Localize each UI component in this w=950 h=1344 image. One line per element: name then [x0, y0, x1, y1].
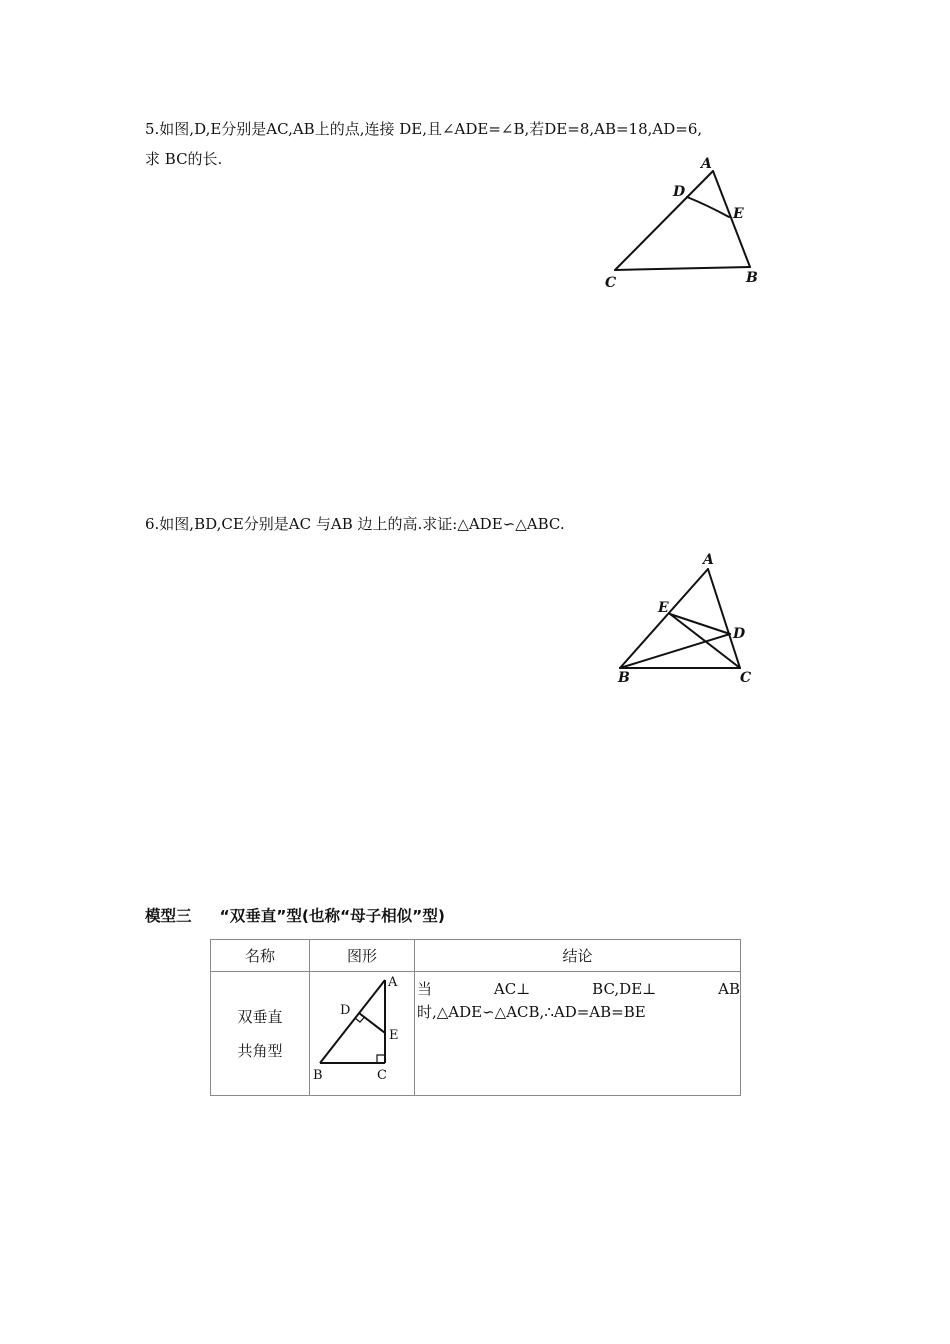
label-c: C: [740, 670, 752, 686]
model-conclusion-cell: [415, 972, 741, 1096]
header-name: 名称: [211, 940, 310, 972]
conclusion-part-2: AC⊥: [493, 980, 531, 998]
table-row: [211, 972, 741, 1096]
altitude-ce: [670, 614, 740, 668]
label-a: A: [703, 552, 714, 568]
model-title-text: “双垂直”型(也称“母子相似”型): [219, 907, 445, 925]
label-e: E: [658, 600, 669, 616]
label-d: D: [673, 184, 686, 200]
label-b: B: [746, 270, 758, 286]
segment-ba: [320, 980, 385, 1063]
label-e: E: [733, 206, 744, 222]
label-a: A: [701, 156, 712, 172]
segment-de: [687, 197, 729, 217]
label-c: C: [377, 1068, 387, 1083]
conclusion-part-1: 当: [417, 980, 433, 998]
conclusion-part-3: BC,DE⊥: [592, 980, 657, 998]
model-table: [210, 939, 741, 1096]
table-header-row: [211, 940, 741, 972]
double-perpendicular-figure: [310, 972, 414, 1091]
altitude-bd: [620, 634, 730, 668]
label-a: A: [388, 975, 398, 990]
segment-de: [359, 1013, 385, 1033]
segment-ca: [615, 171, 713, 270]
model-title-prefix: 模型三: [145, 907, 192, 925]
header-figure: 图形: [310, 940, 415, 972]
conclusion-line1: [417, 978, 740, 1001]
label-b: B: [618, 670, 630, 686]
model-name-cell: [211, 972, 310, 1096]
triangle-abc-altitudes-figure: [610, 546, 770, 686]
segment-ab: [713, 171, 750, 267]
segment-cb: [615, 267, 750, 270]
header-conclusion: 结论: [415, 940, 741, 972]
model-name-line1: 双垂直: [237, 1007, 283, 1026]
conclusion-line2: 时,△ADE∽△ACB,∴AD=AB=BE: [417, 1003, 646, 1021]
problem-6: [145, 509, 805, 539]
label-c: C: [605, 275, 617, 291]
segment-ab: [620, 569, 708, 668]
label-d: D: [340, 1003, 351, 1018]
model-figure-cell: [310, 972, 415, 1096]
right-angle-mark-c: [377, 1055, 385, 1063]
problem-6-line1: 6.如图,BD,CE分别是AC 与AB 边上的高.求证:△ADE∽△ABC.: [145, 515, 565, 533]
label-d: D: [733, 626, 746, 642]
label-e: E: [389, 1028, 399, 1043]
triangle-ade-figure: [595, 150, 775, 295]
model-name-line2: 共角型: [237, 1041, 283, 1060]
conclusion-part-4: AB: [718, 980, 740, 998]
problem-5-line1: 5.如图,D,E分别是AC,AB上的点,连接 DE,且∠ADE=∠B,若DE=8,AB=18,AD=6,: [145, 120, 703, 138]
segment-ed: [670, 614, 730, 634]
segment-ac: [708, 569, 740, 668]
model-title: [145, 904, 445, 926]
label-b: B: [313, 1068, 323, 1083]
problem-5-line2: 求 BC的长.: [145, 150, 223, 168]
problem-5-figure: [595, 150, 775, 295]
problem-6-figure: [610, 546, 770, 686]
